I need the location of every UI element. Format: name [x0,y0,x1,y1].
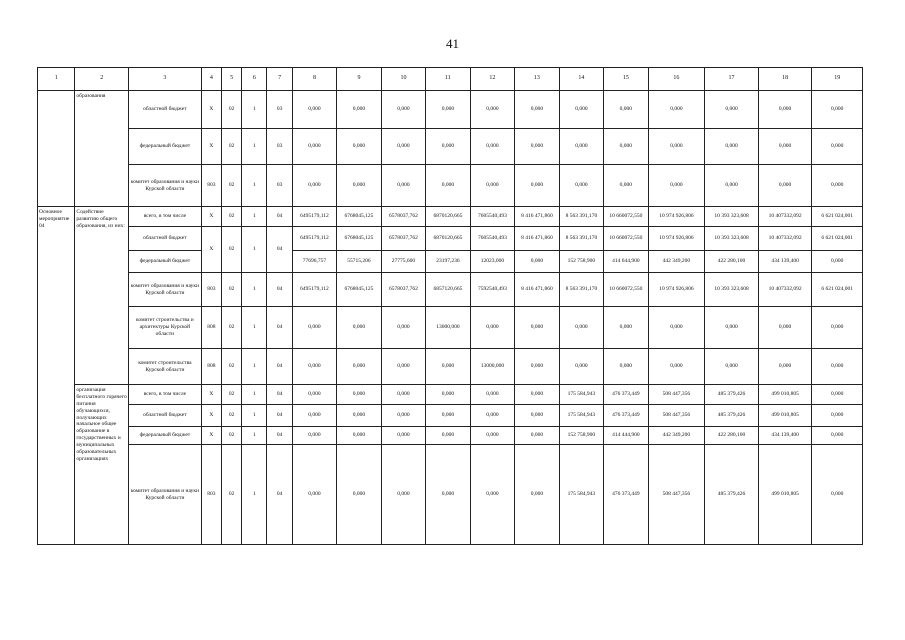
code-cell: 02 [221,273,241,307]
code-cell: 803 [201,273,221,307]
value-cell: 0,000 [515,385,559,405]
code-cell: 02 [221,129,241,165]
code-cell: Х [201,227,221,273]
source-cell: всего, в том числе [128,385,201,405]
header-cell: 12 [470,68,514,91]
value-cell: 0,000 [515,349,559,385]
value-cell: 77696,757 [292,251,336,273]
value-cell: 0,000 [812,307,863,349]
source-cell: комитет образования и науки Курской области [128,445,201,545]
code-cell: 02 [221,165,241,207]
value-cell: 0,000 [758,91,812,129]
value-cell: 0,000 [648,129,705,165]
value-cell: 10 974 926,806 [648,273,705,307]
table-row [38,227,863,251]
value-cell: 0,000 [648,91,705,129]
value-cell: 442 349,200 [648,427,705,445]
value-cell: 0,000 [470,385,514,405]
value-cell: 0,000 [705,307,759,349]
value-cell: 0,000 [812,385,863,405]
code-cell: 1 [242,385,267,405]
value-cell: 8 416 471,860 [515,207,559,227]
code-cell: 04 [267,385,292,405]
value-cell: 7605540,493 [470,227,514,251]
value-cell: 0,000 [292,307,336,349]
header-cell: 1 [38,68,75,91]
value-cell: 0,000 [515,445,559,545]
value-cell: 0,000 [812,405,863,427]
value-cell: 0,000 [470,307,514,349]
value-cell: 0,000 [470,91,514,129]
value-cell: 0,000 [470,445,514,545]
code-cell: Х [201,91,221,129]
header-cell: 8 [292,68,336,91]
value-cell: 0,000 [337,307,381,349]
value-cell: 6495179,112 [292,227,336,251]
code-cell: 04 [267,273,292,307]
table-row [38,207,863,227]
value-cell: 0,000 [381,165,425,207]
value-cell: 0,000 [470,165,514,207]
code-cell: 04 [267,207,292,227]
value-cell: 10 974 926,806 [648,207,705,227]
item-name-cell: организация бесплатного горячего питания обучающихся, получающих начальное общее образование в государственных и муниципальных образовательных организациях [75,385,129,545]
value-cell: 0,000 [426,445,470,545]
value-cell: 8 563 391,170 [559,207,603,227]
code-cell: Х [201,385,221,405]
source-cell: областной бюджет [128,405,201,427]
value-cell: 10 393 323,608 [705,207,759,227]
item-name-cell: образования [75,91,129,207]
value-cell: 0,000 [337,385,381,405]
value-cell: 0,000 [381,129,425,165]
value-cell: 0,000 [470,129,514,165]
value-cell: 0,000 [515,427,559,445]
budget-table [37,67,863,545]
code-cell: 1 [242,445,267,545]
header-cell: 2 [75,68,129,91]
value-cell: 175 584,943 [559,385,603,405]
value-cell: 0,000 [515,165,559,207]
value-cell: 0,000 [705,91,759,129]
value-cell: 13000,000 [426,307,470,349]
value-cell: 0,000 [604,91,648,129]
value-cell: 434 139,400 [758,427,812,445]
code-cell: 02 [221,91,241,129]
value-cell: 8 416 471,860 [515,273,559,307]
code-cell: 1 [242,207,267,227]
header-cell: 18 [758,68,812,91]
value-cell: 7592540,493 [470,273,514,307]
code-cell: 02 [221,227,241,273]
value-cell: 6768045,125 [337,207,381,227]
value-cell: 508 447,356 [648,405,705,427]
header-cell: 16 [648,68,705,91]
value-cell: 0,000 [337,349,381,385]
value-cell: 10 660072,550 [604,273,648,307]
header-cell: 10 [381,68,425,91]
code-cell: 1 [242,227,267,273]
value-cell: 10 407332,092 [758,207,812,227]
value-cell: 6870120,665 [426,227,470,251]
table-row [38,385,863,405]
code-cell: Х [201,427,221,445]
code-cell: 04 [267,405,292,427]
value-cell: 0,000 [812,251,863,273]
code-cell: 1 [242,405,267,427]
header-cell: 17 [705,68,759,91]
code-cell: 1 [242,427,267,445]
value-cell: 6857120,665 [426,273,470,307]
value-cell: 0,000 [604,307,648,349]
value-cell: 476 373,449 [604,405,648,427]
code-cell: 808 [201,307,221,349]
code-cell: 02 [221,207,241,227]
value-cell: 6870120,665 [426,207,470,227]
value-cell: 0,000 [426,427,470,445]
value-cell: 434 139,400 [758,251,812,273]
value-cell: 422 280,100 [705,251,759,273]
value-cell: 0,000 [292,165,336,207]
value-cell: 152 758,900 [559,427,603,445]
value-cell: 0,000 [812,427,863,445]
value-cell: 0,000 [705,349,759,385]
value-cell: 55715,206 [337,251,381,273]
value-cell: 8 563 391,170 [559,273,603,307]
code-cell: 02 [221,307,241,349]
value-cell: 485 379,426 [705,385,759,405]
header-cell: 19 [812,68,863,91]
source-cell: комитет строительства Курской области [128,349,201,385]
value-cell: 0,000 [559,307,603,349]
value-cell: 0,000 [758,165,812,207]
value-cell: 12023,000 [470,251,514,273]
value-cell: 0,000 [559,165,603,207]
value-cell: 0,000 [515,251,559,273]
value-cell: 6495179,112 [292,273,336,307]
value-cell: 414 644,900 [604,251,648,273]
value-cell: 0,000 [381,427,425,445]
code-cell: 02 [221,427,241,445]
source-cell: комитет строительства и архитектуры Курской области [128,307,201,349]
value-cell: 6 621 024,001 [812,273,863,307]
source-cell: комитет образования и науки Курской области [128,273,201,307]
value-cell: 499 010,805 [758,405,812,427]
value-cell: 485 379,426 [705,405,759,427]
value-cell: 0,000 [381,349,425,385]
code-cell: 03 [267,165,292,207]
code-cell: 1 [242,165,267,207]
source-cell: всего, в том числе [128,207,201,227]
source-cell: федеральный бюджет [128,251,201,273]
code-cell: 04 [267,445,292,545]
code-cell: 1 [242,349,267,385]
code-cell: Х [201,405,221,427]
value-cell: 0,000 [292,129,336,165]
header-row [38,68,863,91]
value-cell: 6578037,762 [381,273,425,307]
code-cell: 02 [221,385,241,405]
value-cell: 0,000 [648,349,705,385]
value-cell: 0,000 [758,349,812,385]
code-cell: 808 [201,349,221,385]
value-cell: 6 621 024,001 [812,207,863,227]
header-cell: 7 [267,68,292,91]
value-cell: 0,000 [426,129,470,165]
source-cell: федеральный бюджет [128,427,201,445]
value-cell: 0,000 [705,129,759,165]
code-cell: Х [201,129,221,165]
value-cell: 508 447,356 [648,445,705,545]
code-cell: 803 [201,445,221,545]
value-cell: 485 379,426 [705,445,759,545]
empty-cell [38,91,75,207]
header-cell: 5 [221,68,241,91]
header-cell: 11 [426,68,470,91]
value-cell: 0,000 [515,405,559,427]
value-cell: 6578037,762 [381,207,425,227]
value-cell: 0,000 [648,307,705,349]
value-cell: 0,000 [470,405,514,427]
header-cell: 14 [559,68,603,91]
value-cell: 0,000 [812,129,863,165]
value-cell: 476 373,449 [604,445,648,545]
value-cell: 0,000 [559,349,603,385]
code-cell: 1 [242,273,267,307]
value-cell: 414 444,900 [604,427,648,445]
table-row [38,307,863,349]
value-cell: 0,000 [515,91,559,129]
value-cell: 499 010,805 [758,445,812,545]
value-cell: 10 974 926,806 [648,227,705,251]
value-cell: 0,000 [381,445,425,545]
value-cell: 0,000 [292,91,336,129]
value-cell: 0,000 [426,91,470,129]
value-cell: 0,000 [337,445,381,545]
value-cell: 0,000 [559,91,603,129]
value-cell: 10 393 323,608 [705,227,759,251]
code-cell: 02 [221,349,241,385]
value-cell: 0,000 [381,91,425,129]
header-cell: 3 [128,68,201,91]
value-cell: 0,000 [337,405,381,427]
value-cell: 0,000 [292,349,336,385]
code-cell: 02 [221,405,241,427]
value-cell: 27775,600 [381,251,425,273]
header-cell: 9 [337,68,381,91]
value-cell: 7605540,493 [470,207,514,227]
value-cell: 175 584,943 [559,405,603,427]
value-cell: 422 280,100 [705,427,759,445]
value-cell: 8 563 391,170 [559,227,603,251]
value-cell: 10 407332,092 [758,227,812,251]
code-cell: 1 [242,129,267,165]
value-cell: 0,000 [470,427,514,445]
code-cell: 03 [267,129,292,165]
value-cell: 6495179,112 [292,207,336,227]
value-cell: 0,000 [515,307,559,349]
value-cell: 6768045,125 [337,273,381,307]
table-row [38,273,863,307]
code-cell: 1 [242,91,267,129]
header-cell: 15 [604,68,648,91]
code-cell: 04 [267,227,292,273]
value-cell: 6578037,762 [381,227,425,251]
value-cell: 0,000 [292,385,336,405]
value-cell: 10 660072,550 [604,227,648,251]
source-cell: федеральный бюджет [128,129,201,165]
code-cell: 1 [242,307,267,349]
value-cell: 0,000 [812,349,863,385]
value-cell: 0,000 [426,405,470,427]
table-row [38,129,863,165]
value-cell: 0,000 [292,405,336,427]
code-cell: 04 [267,307,292,349]
value-cell: 0,000 [426,385,470,405]
source-cell: областной бюджет [128,227,201,251]
value-cell: 10 407332,092 [758,273,812,307]
value-cell: 6 621 024,001 [812,227,863,251]
value-cell: 0,000 [705,165,759,207]
code-cell: 04 [267,427,292,445]
source-cell: областной бюджет [128,91,201,129]
value-cell: 0,000 [292,445,336,545]
table-row [38,91,863,129]
table-row [38,165,863,207]
event-code-cell: Основное мероприятие 04 [38,207,75,545]
source-cell: комитет образования и науки Курской области [128,165,201,207]
value-cell: 0,000 [758,129,812,165]
table-row [38,445,863,545]
value-cell: 0,000 [381,405,425,427]
table-row [38,427,863,445]
code-cell: Х [201,207,221,227]
value-cell: 0,000 [337,165,381,207]
value-cell: 0,000 [648,165,705,207]
value-cell: 0,000 [604,349,648,385]
table-row [38,251,863,273]
value-cell: 6768045,125 [337,227,381,251]
table-row [38,405,863,427]
value-cell: 0,000 [812,165,863,207]
code-cell: 03 [267,91,292,129]
value-cell: 0,000 [292,427,336,445]
code-cell: 04 [267,349,292,385]
table-row [38,349,863,385]
value-cell: 442 349,200 [648,251,705,273]
value-cell: 0,000 [381,307,425,349]
value-cell: 8 416 471,860 [515,227,559,251]
value-cell: 0,000 [559,129,603,165]
value-cell: 0,000 [515,129,559,165]
value-cell: 0,000 [426,165,470,207]
value-cell: 0,000 [337,91,381,129]
header-cell: 13 [515,68,559,91]
value-cell: 499 010,805 [758,385,812,405]
code-cell: 02 [221,445,241,545]
value-cell: 13000,000 [470,349,514,385]
value-cell: 476 373,449 [604,385,648,405]
header-cell: 6 [242,68,267,91]
code-cell: 803 [201,165,221,207]
page-number: 41 [446,36,459,51]
value-cell: 152 758,900 [559,251,603,273]
value-cell: 508 447,356 [648,385,705,405]
value-cell: 0,000 [812,445,863,545]
value-cell: 10 660072,550 [604,207,648,227]
value-cell: 0,000 [426,349,470,385]
value-cell: 175 584,943 [559,445,603,545]
value-cell: 0,000 [812,91,863,129]
value-cell: 0,000 [381,385,425,405]
value-cell: 0,000 [337,427,381,445]
value-cell: 0,000 [604,165,648,207]
item-name-cell: Содействие развитию общего образования, из них: [75,207,129,385]
value-cell: 0,000 [758,307,812,349]
value-cell: 0,000 [604,129,648,165]
header-cell: 4 [201,68,221,91]
value-cell: 0,000 [337,129,381,165]
value-cell: 23197,236 [426,251,470,273]
value-cell: 10 393 323,608 [705,273,759,307]
